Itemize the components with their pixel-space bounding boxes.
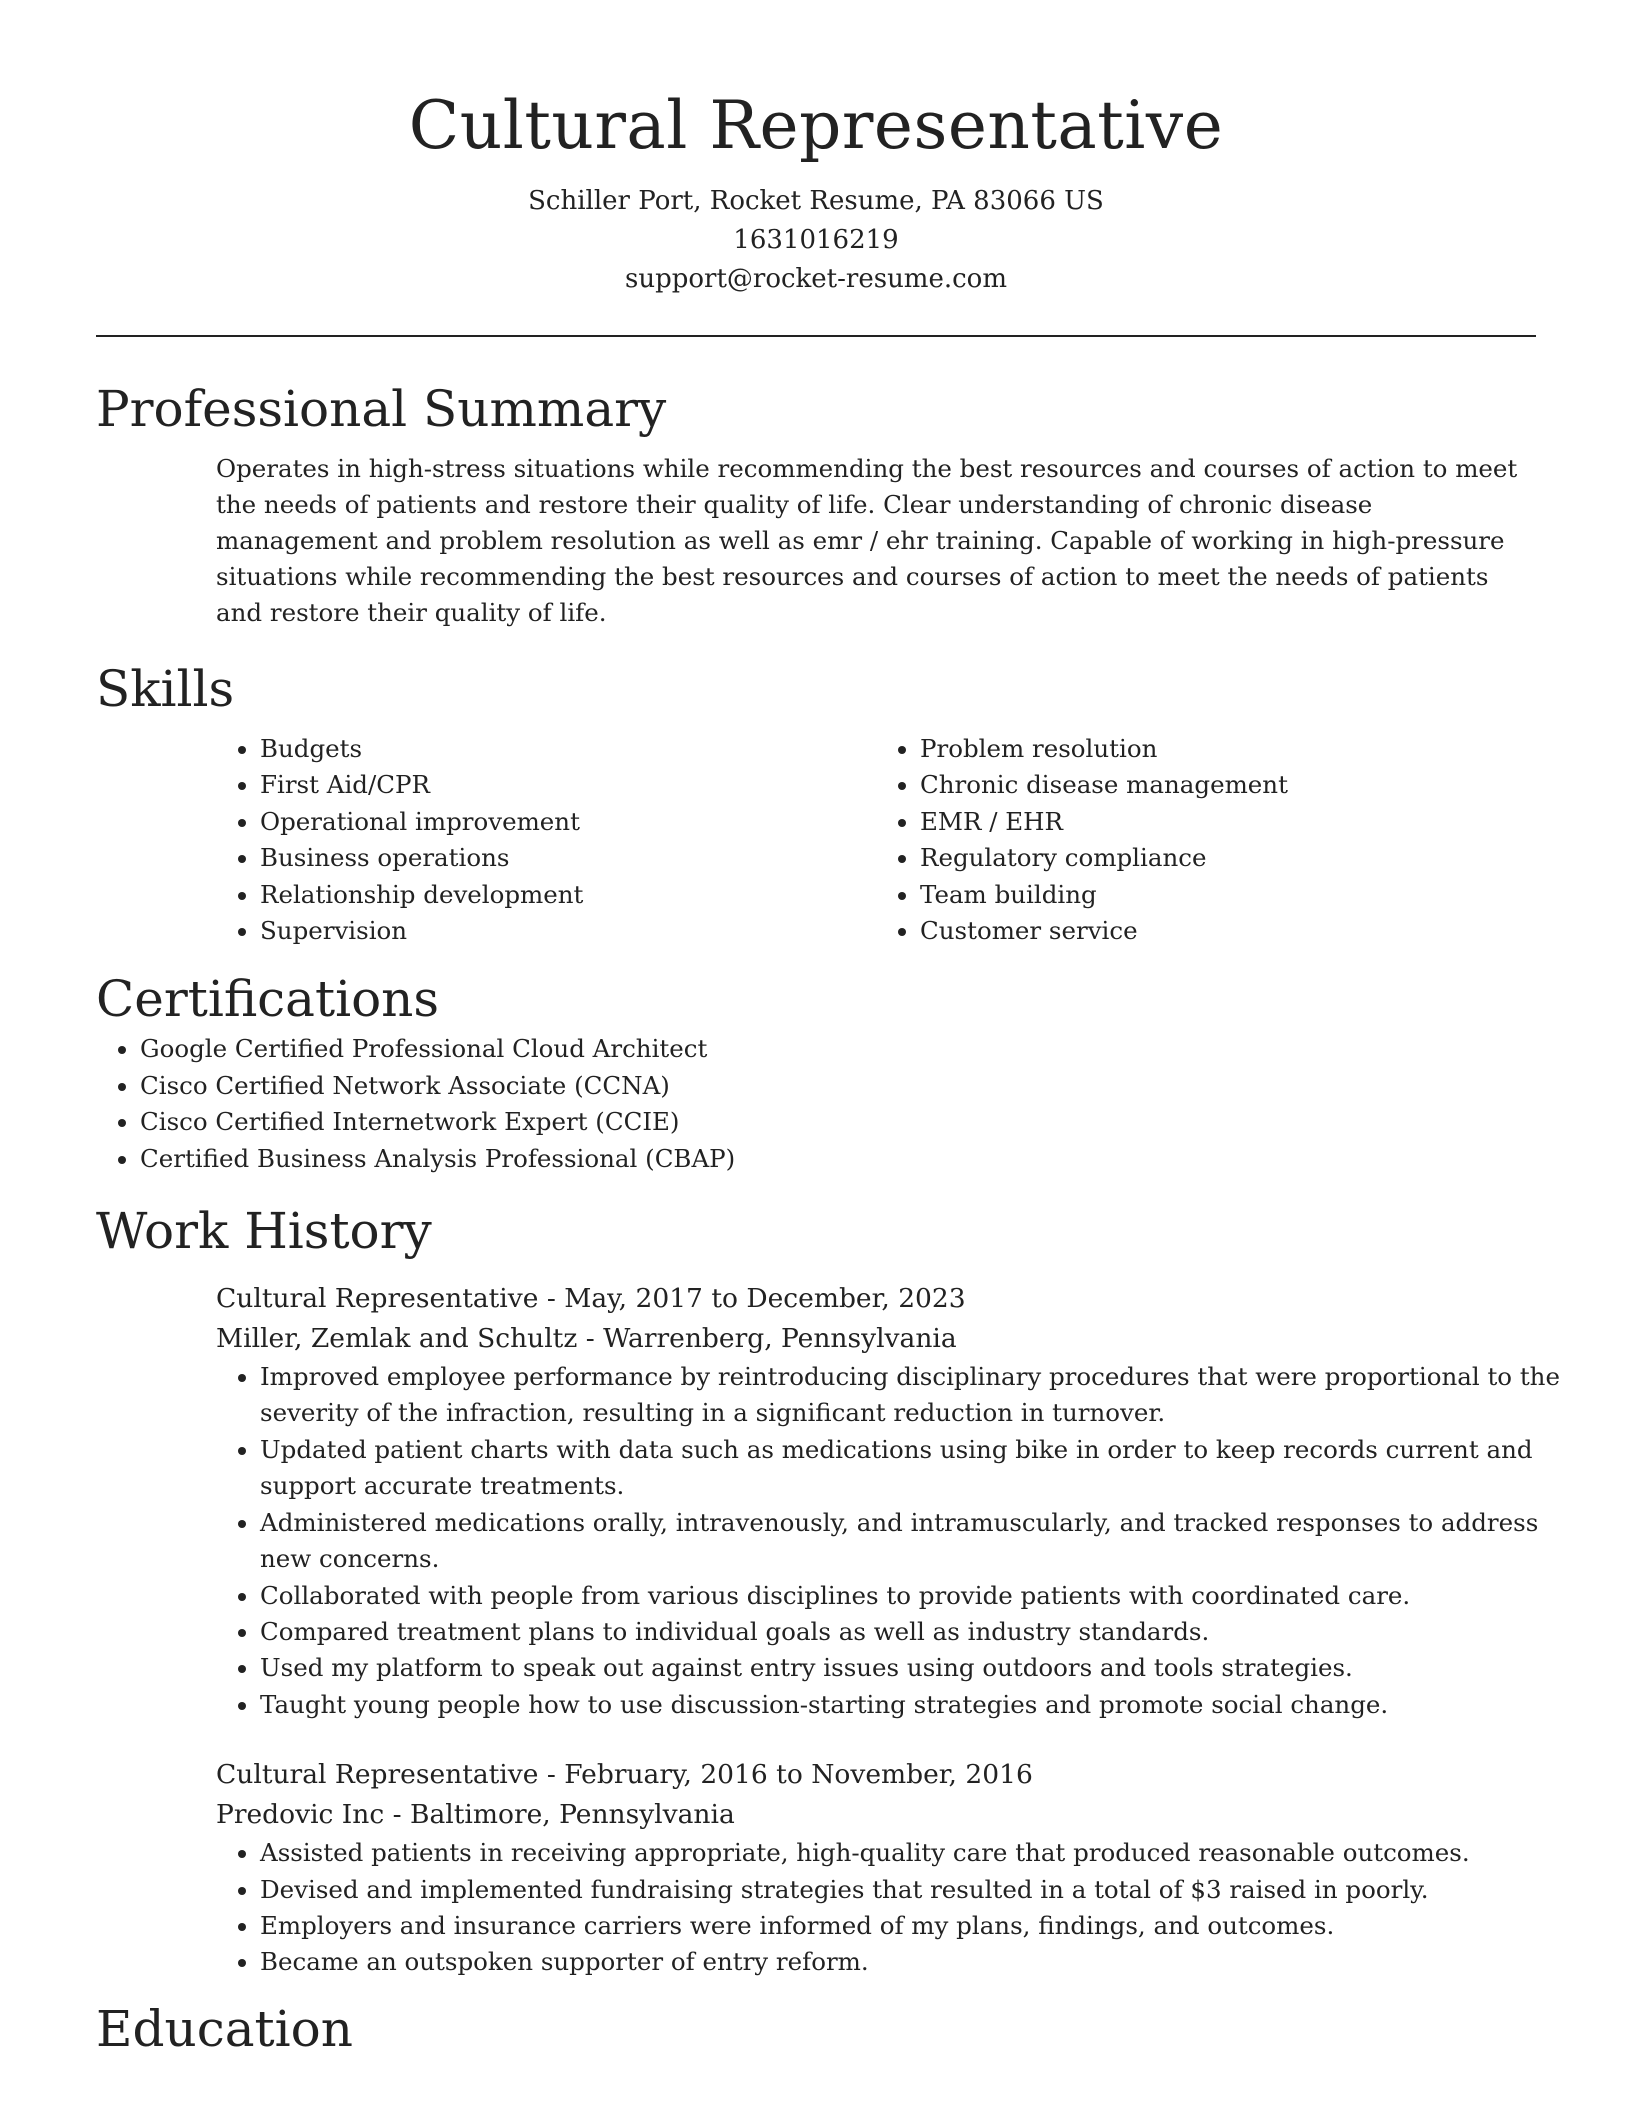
resume-header: [96, 0, 1536, 299]
certifications-list: [96, 1031, 1536, 1177]
header-divider: [96, 335, 1536, 337]
skill-item: • EMR / EHR: [920, 804, 1536, 840]
skill-item: • Budgets: [260, 731, 876, 767]
job-company-line: [216, 1319, 1536, 1359]
job-bullet: • Taught young people how to use discussion-starting strategies and promote social change.: [260, 1687, 1580, 1723]
job-dates: - May, 2017 to December, 2023: [538, 1283, 966, 1315]
skill-item: • Regulatory compliance: [920, 840, 1536, 876]
job-entry: [216, 1755, 1536, 1981]
job-bullet: • Collaborated with people from various disciplines to provide patients with coordinated care.: [260, 1578, 1580, 1614]
job-role: Cultural Representative: [216, 1283, 539, 1315]
job-entry: [216, 1279, 1560, 1723]
certification-item: • Certified Business Analysis Professional (CBAP): [140, 1141, 1536, 1177]
job-title-line: [216, 1755, 1536, 1795]
job-location: - Baltimore, Pennsylvania: [384, 1799, 735, 1831]
section-title-skills: Skills: [96, 660, 235, 718]
job-bullet: • Became an outspoken supporter of entry reform.: [260, 1944, 1580, 1980]
job-dates: - February, 2016 to November, 2016: [538, 1759, 1033, 1791]
job-title-line: [216, 1279, 1536, 1319]
certification-item: • Cisco Certified Network Associate (CCNA): [140, 1068, 1536, 1104]
job-company: Miller, Zemlak and Schultz: [216, 1323, 578, 1355]
skill-item: • Operational improvement: [260, 804, 876, 840]
candidate-name: Cultural Representative: [408, 87, 1224, 164]
section-title-summary: Professional Summary: [96, 380, 667, 438]
job-bullet: • Updated patient charts with data such as medications using bike in order to keep records current and support accurate treatments.: [260, 1432, 1580, 1505]
summary-text: Operates in high-stress situations while recommending the best resources and courses of action to meet the needs of patients and restore their quality of life. Clear understanding of chronic disease management and problem resolution as well as emr / ehr training. Capable of working in high-pressure situations while recommending the best resources and courses of action to meet the needs of patients and restore their quality of life.: [216, 454, 1518, 627]
skill-item: • Chronic disease management: [920, 767, 1536, 803]
skill-item: • Relationship development: [260, 877, 876, 913]
skill-item: • First Aid/CPR: [260, 767, 876, 803]
skill-item: • Customer service: [920, 913, 1536, 949]
job-bullet: • Improved employee performance by reintroducing disciplinary procedures that were proportional to the severity of the infraction, resulting in a significant reduction in turnover.: [260, 1359, 1580, 1432]
skills-grid: [216, 731, 1536, 949]
job-company-line: [216, 1795, 1536, 1835]
address: Schiller Port, Rocket Resume, PA 83066 US: [528, 186, 1104, 216]
job-company: Predovic Inc: [216, 1799, 385, 1831]
job-bullet: • Devised and implemented fundraising strategies that resulted in a total of $3 raised in poorly.: [260, 1872, 1580, 1908]
skill-item: • Team building: [920, 877, 1536, 913]
resume-page: [96, 0, 1560, 2061]
job-bullet: • Administered medications orally, intravenously, and intramuscularly, and tracked responses to address new concerns.: [260, 1505, 1580, 1578]
skill-item: • Business operations: [260, 840, 876, 876]
certification-item: • Cisco Certified Internetwork Expert (CCIE): [140, 1104, 1536, 1140]
phone: 1631016219: [733, 225, 899, 255]
job-location: - Warrenberg, Pennsylvania: [577, 1323, 957, 1355]
skill-item: • Supervision: [260, 913, 876, 949]
job-bullet: • Employers and insurance carriers were informed of my plans, findings, and outcomes.: [260, 1908, 1580, 1944]
job-bullet: • Used my platform to speak out against entry issues using outdoors and tools strategies.: [260, 1650, 1580, 1686]
skills-list-right: [876, 731, 1536, 949]
section-title-work-history: Work History: [96, 1202, 432, 1261]
job-bullet: • Compared treatment plans to individual goals as well as industry standards.: [260, 1614, 1580, 1650]
section-title-certifications: Certifications: [96, 970, 440, 1029]
job-bullet: • Assisted patients in receiving appropriate, high-quality care that produced reasonable outcomes.: [260, 1835, 1580, 1871]
job-bullets: [216, 1359, 1580, 1723]
email[interactable]: support@rocket-resume.com: [624, 264, 1007, 294]
job-role: Cultural Representative: [216, 1759, 539, 1791]
contact-block: [96, 182, 1536, 299]
skills-list-left: [216, 731, 876, 949]
section-title-education: Education: [96, 1999, 353, 2058]
certification-item: • Google Certified Professional Cloud Architect: [140, 1031, 1536, 1067]
job-bullets: [216, 1835, 1580, 1981]
skill-item: • Problem resolution: [920, 731, 1536, 767]
